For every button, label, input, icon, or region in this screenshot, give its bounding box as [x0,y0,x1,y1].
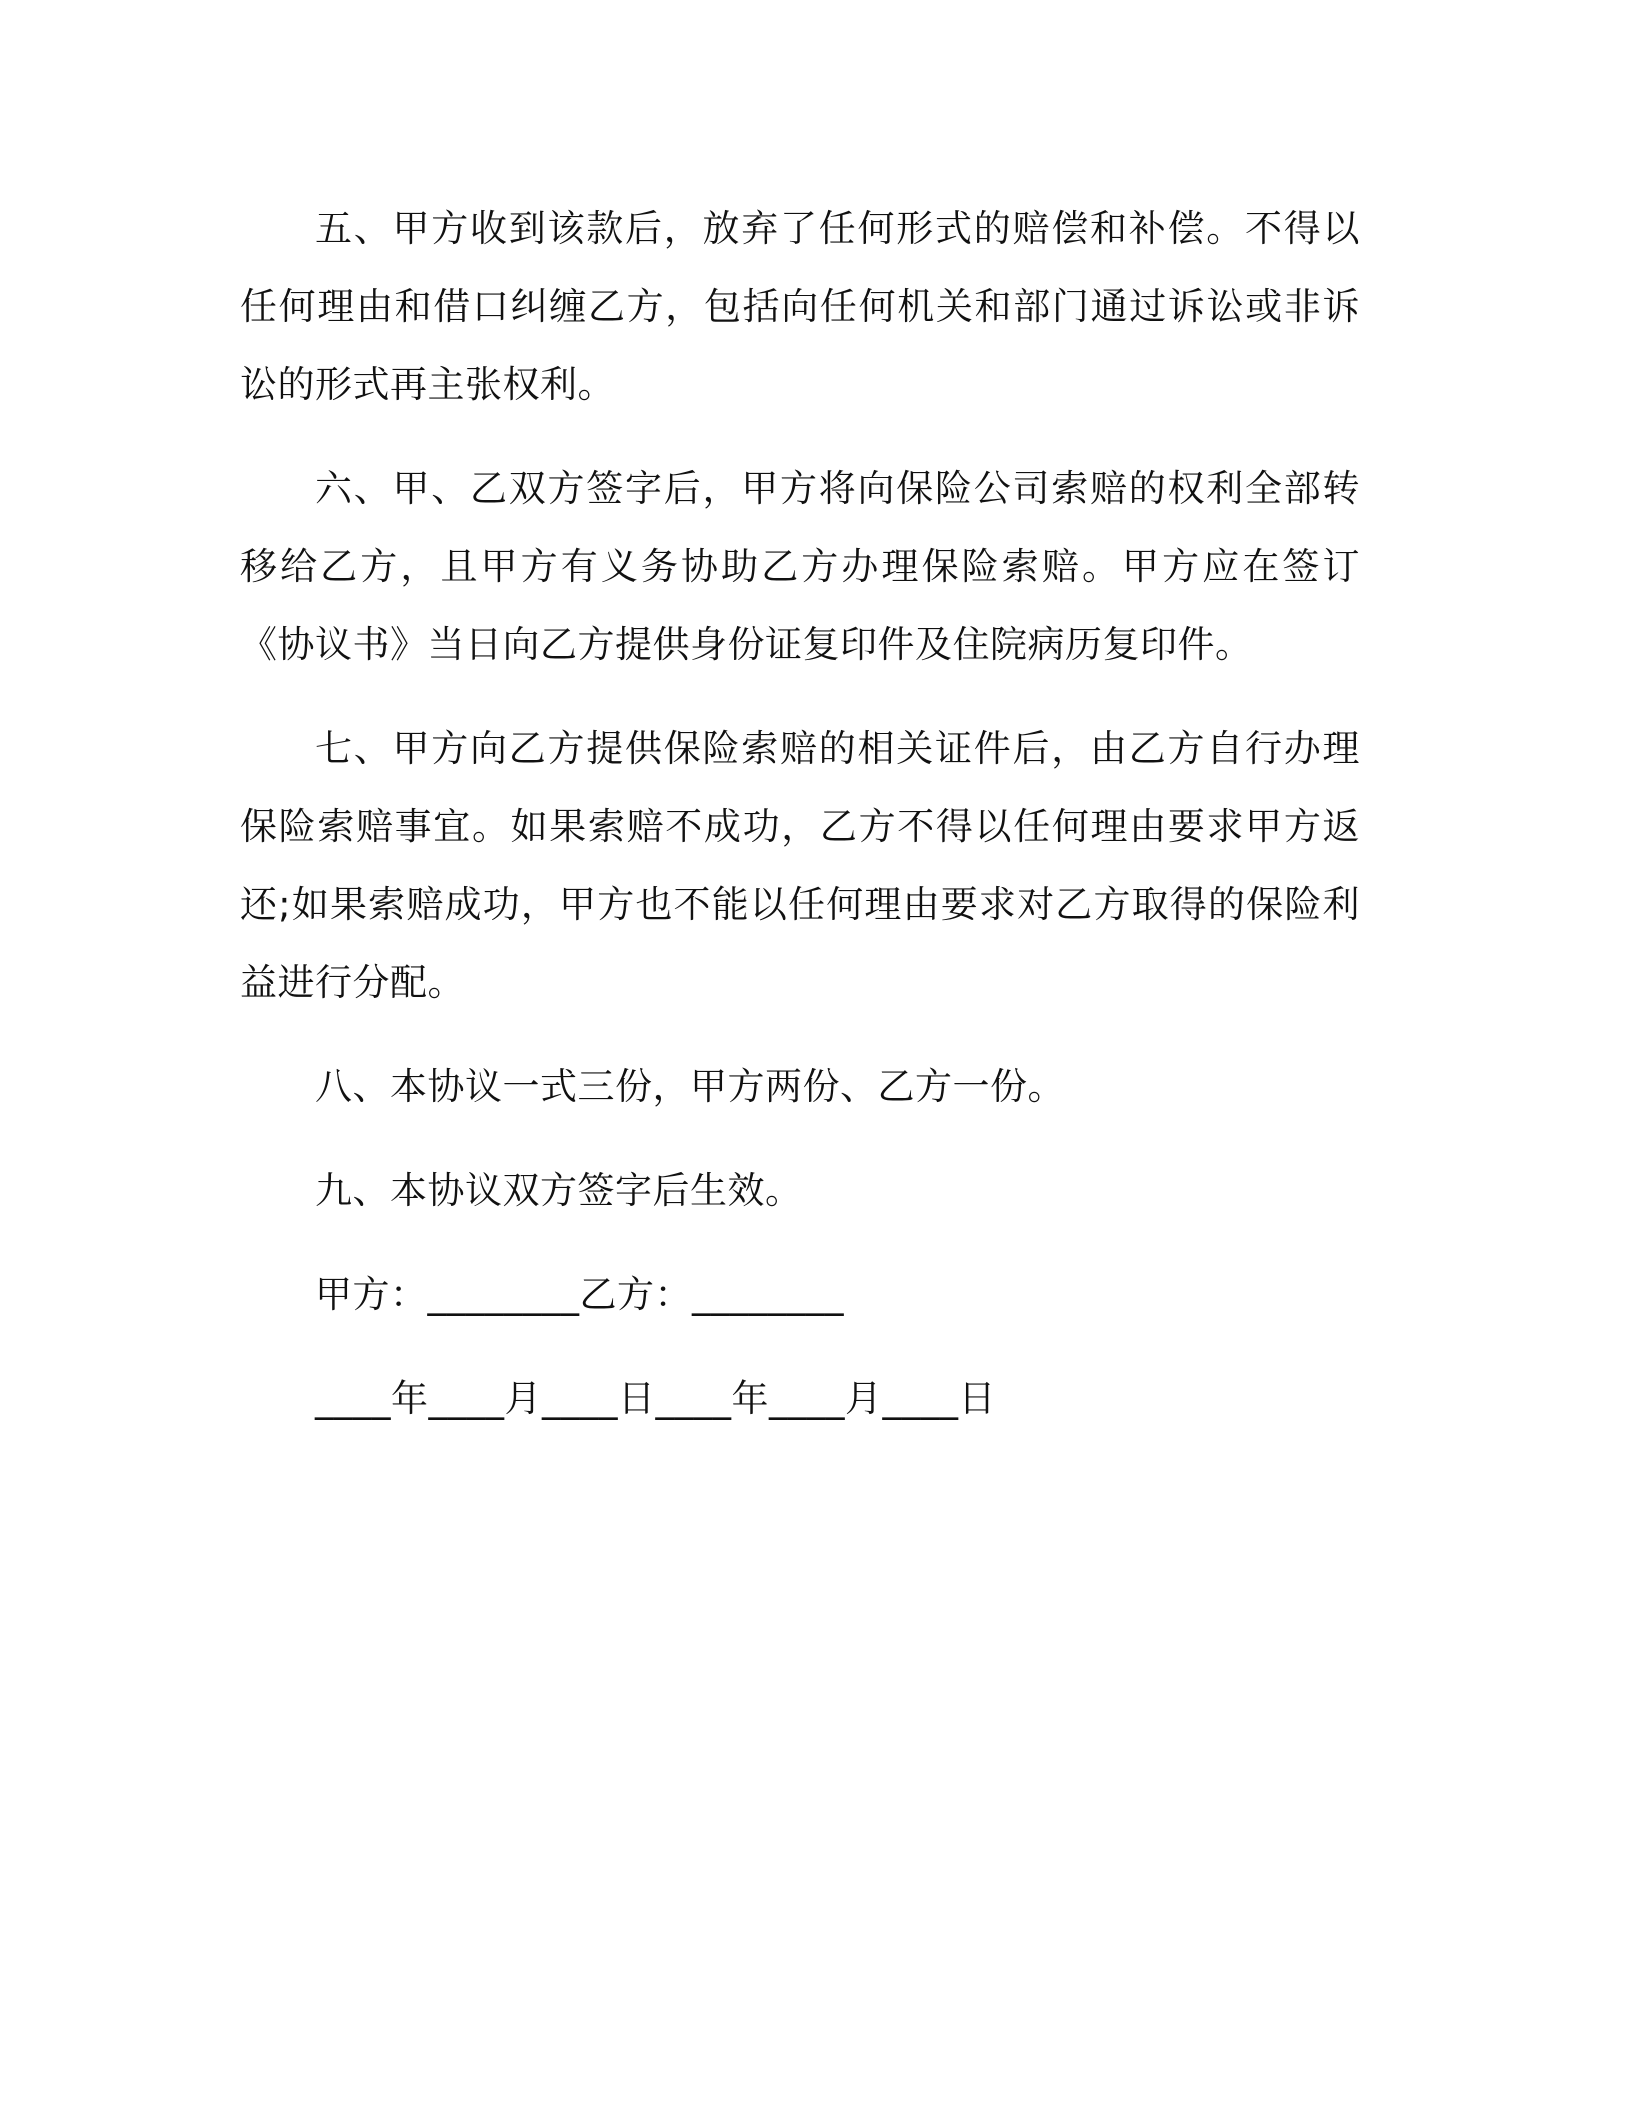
signature-line: 甲方：________乙方：________ [315,1273,844,1316]
clause-8: 八、本协议一式三份，甲方两份、乙方一份。 [315,1065,1065,1108]
date-line: ____年____月____日____年____月____日 [315,1377,996,1420]
document-body [240,190,1360,1464]
clause-9: 九、本协议双方签字后生效。 [315,1169,803,1212]
clause-7: 七、甲方向乙方提供保险索赔的相关证件后，由乙方自行办理保险索赔事宜。如果索赔不成功，乙方不得以任何理由要求甲方返还;如果索赔成功，甲方也不能以任何理由要求对乙方取得的保险利益进行分配。 [240,727,1360,1004]
clause-6: 六、甲、乙双方签字后，甲方将向保险公司索赔的权利全部转移给乙方，且甲方有义务协助乙方办理保险索赔。甲方应在签订《协议书》当日向乙方提供身份证复印件及住院病历复印件。 [240,467,1360,666]
clause-5: 五、甲方收到该款后，放弃了任何形式的赔偿和补偿。不得以任何理由和借口纠缠乙方，包括向任何机关和部门通过诉讼或非诉讼的形式再主张权利。 [240,207,1360,406]
